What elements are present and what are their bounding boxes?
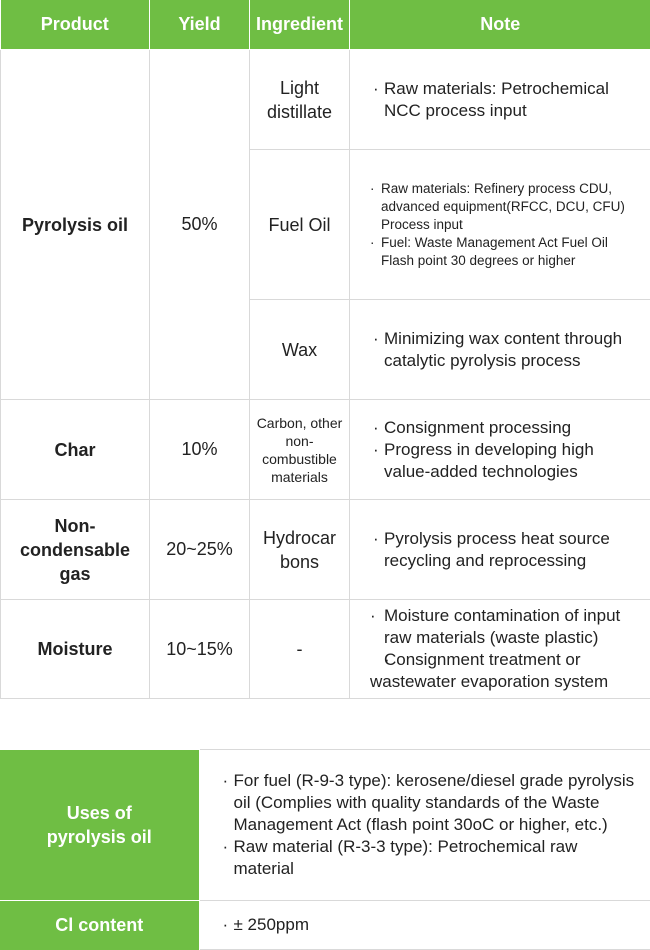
table-row <box>0 901 650 950</box>
note-item: · Progress in developing high value-added technologies <box>384 439 644 483</box>
cl-content-label: Cl content <box>0 901 199 950</box>
uses-table <box>0 749 650 950</box>
note-item: · Minimizing wax content through catalytic pyrolysis process <box>384 328 648 372</box>
product-cell: Moisture <box>1 600 150 699</box>
table-row <box>1 600 650 699</box>
note-cell <box>350 150 650 300</box>
note-item: · Pyrolysis process heat source recycling and reprocessing <box>384 528 644 572</box>
ingredient-cell: Light distillate <box>250 50 350 150</box>
note-cell <box>350 600 650 699</box>
yield-cell: 10% <box>150 400 250 500</box>
ingredient-cell: Hydrocarbons <box>250 500 350 600</box>
header-ingredient: Ingredient <box>250 0 350 50</box>
note-item: · Raw materials: Petrochemical NCC process input <box>384 78 644 122</box>
note-cell <box>350 400 650 500</box>
note-item: · Fuel: Waste Management Act Fuel Oil Flash point 30 degrees or higher <box>381 234 636 270</box>
uses-item: · Raw material (R-3-3 type): Petrochemical raw material <box>234 836 640 880</box>
product-cell: Non-condensable gas <box>1 500 150 600</box>
note-item: · Consignment processing <box>384 417 644 439</box>
yield-cell: 20~25% <box>150 500 250 600</box>
product-cell: Pyrolysis oil <box>1 50 150 400</box>
header-yield: Yield <box>150 0 250 50</box>
uses-item: · For fuel (R-9-3 type): kerosene/diesel grade pyrolysis oil (Complies with quality standards of the Waste Management Act (flash point 30oC or higher, etc.) <box>234 770 640 836</box>
note-cell <box>350 300 650 400</box>
yield-cell: 50% <box>150 50 250 400</box>
table-row <box>1 400 650 500</box>
product-cell: Char <box>1 400 150 500</box>
ingredient-cell: - <box>250 600 350 699</box>
note-item: · Raw materials: Refinery process CDU, advanced equipment(RFCC, DCU, CFU) Process input <box>381 180 636 234</box>
ingredient-cell: Wax <box>250 300 350 400</box>
ingredient-cell: Fuel Oil <box>250 150 350 300</box>
cl-content-cell <box>199 901 650 950</box>
uses-label: Uses of pyrolysis oil <box>0 750 199 901</box>
table-row <box>1 500 650 600</box>
table-row <box>1 50 650 150</box>
note-cell <box>350 50 650 150</box>
note-item: · Consignment treatment or wastewater evaporation system <box>370 649 646 693</box>
note-cell <box>350 500 650 600</box>
cl-content-value: · ± 250ppm <box>234 914 640 936</box>
table-header-row <box>1 0 650 50</box>
header-note: Note <box>350 0 650 50</box>
yield-cell: 10~15% <box>150 600 250 699</box>
uses-content <box>199 750 650 901</box>
ingredient-cell: Carbon, other non-combustible materials <box>250 400 350 500</box>
header-product: Product <box>1 0 150 50</box>
note-item: · Moisture contamination of input raw materials (waste plastic) <box>370 605 646 649</box>
table-row <box>0 750 650 901</box>
